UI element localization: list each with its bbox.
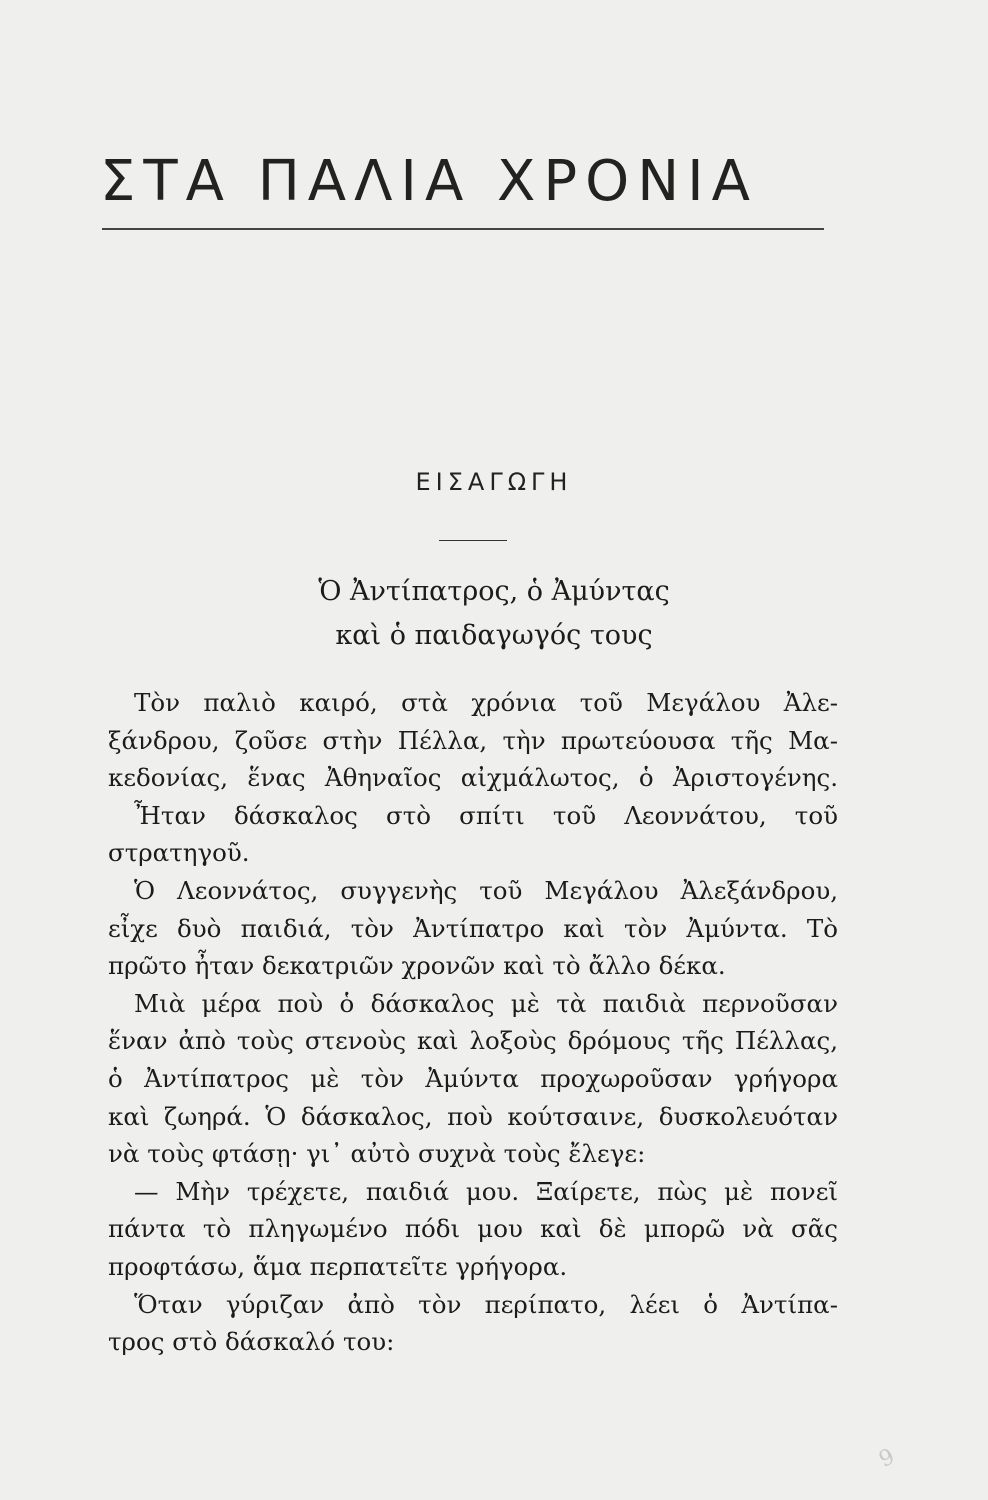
- text-line: ὁ Ἀντίπατρος μὲ τὸν Ἀμύντα προχωροῦσαν γρήγορα: [108, 1063, 838, 1093]
- text-line: ἕναν ἀπὸ τοὺς στενοὺς καὶ λοξοὺς δρόμους τῆς Πέλλας,: [108, 1026, 838, 1056]
- text-line: τρος στὸ δάσκαλό του:: [108, 1327, 395, 1357]
- text-line: προφτάσω, ἅμα περπατεῖτε γρήγορα.: [108, 1251, 568, 1281]
- title-underline: [102, 228, 824, 230]
- text-line: εἶχε δυὸ παιδιά, τὸν Ἀντίπατρο καὶ τὸν Ἀμύντα. Τὸ: [108, 913, 838, 943]
- text-line: πρῶτο ἦταν δεκατριῶν χρονῶν καὶ τὸ ἄλλο δέκα.: [108, 951, 726, 981]
- text-line: νὰ τοὺς φτάσῃ· γι᾿ αὐτὸ συχνὰ τοὺς ἔλεγε:: [108, 1139, 646, 1169]
- text-line: Τὸν παλιὸ καιρό, στὰ χρόνια τοῦ Μεγάλου Ἀλε-: [134, 688, 838, 717]
- text-line: στρατηγοῦ.: [108, 838, 250, 868]
- text-line: Ἦταν δάσκαλος στὸ σπίτι τοῦ Λεοννάτου, τοῦ: [134, 800, 838, 830]
- page-number-mark: 9: [875, 1444, 899, 1473]
- section-title: ΕΙΣΑΓΩΓΗ: [415, 468, 573, 496]
- section-subtitle: [0, 570, 988, 658]
- body-text: [108, 684, 838, 1361]
- text-line: Ὅταν γύριζαν ἀπὸ τὸν περίπατο, λέει ὁ Ἀντίπα-: [134, 1289, 838, 1319]
- text-line: ξάνδρου, ζοῦσε στὴν Πέλλα, τὴν πρωτεύουσα τῆς Μα-: [108, 725, 838, 755]
- text-line: καὶ ζωηρά. Ὁ δάσκαλος, ποὺ κούτσαινε, δυσκολευόταν: [108, 1101, 838, 1131]
- text-line: πάντα τὸ πληγωμένο πόδι μου καὶ δὲ μπορῶ νὰ σᾶς: [108, 1214, 838, 1244]
- text-line: Ὁ Λεοννάτος, συγγενὴς τοῦ Μεγάλου Ἀλεξάνδρου,: [134, 875, 838, 905]
- subtitle-line: Ὁ Ἀντίπατρος, ὁ Ἀμύντας: [318, 576, 670, 607]
- section-divider: [439, 540, 507, 541]
- text-line: κεδονίας, ἕνας Ἀθηναῖος αἰχμάλωτος, ὁ Ἀριστογένης.: [108, 763, 838, 793]
- text-line: — Μὴν τρέχετε, παιδιά μου. Ξαίρετε, πὼς μὲ πονεῖ: [134, 1176, 838, 1206]
- text-line: Μιὰ μέρα ποὺ ὁ δάσκαλος μὲ τὰ παιδιὰ περνοῦσαν: [134, 988, 838, 1018]
- subtitle-line: καὶ ὁ παιδαγωγός τους: [335, 620, 653, 651]
- book-title: ΣΤΑ ΠΑΛΙΑ ΧΡΟΝΙΑ: [100, 149, 758, 214]
